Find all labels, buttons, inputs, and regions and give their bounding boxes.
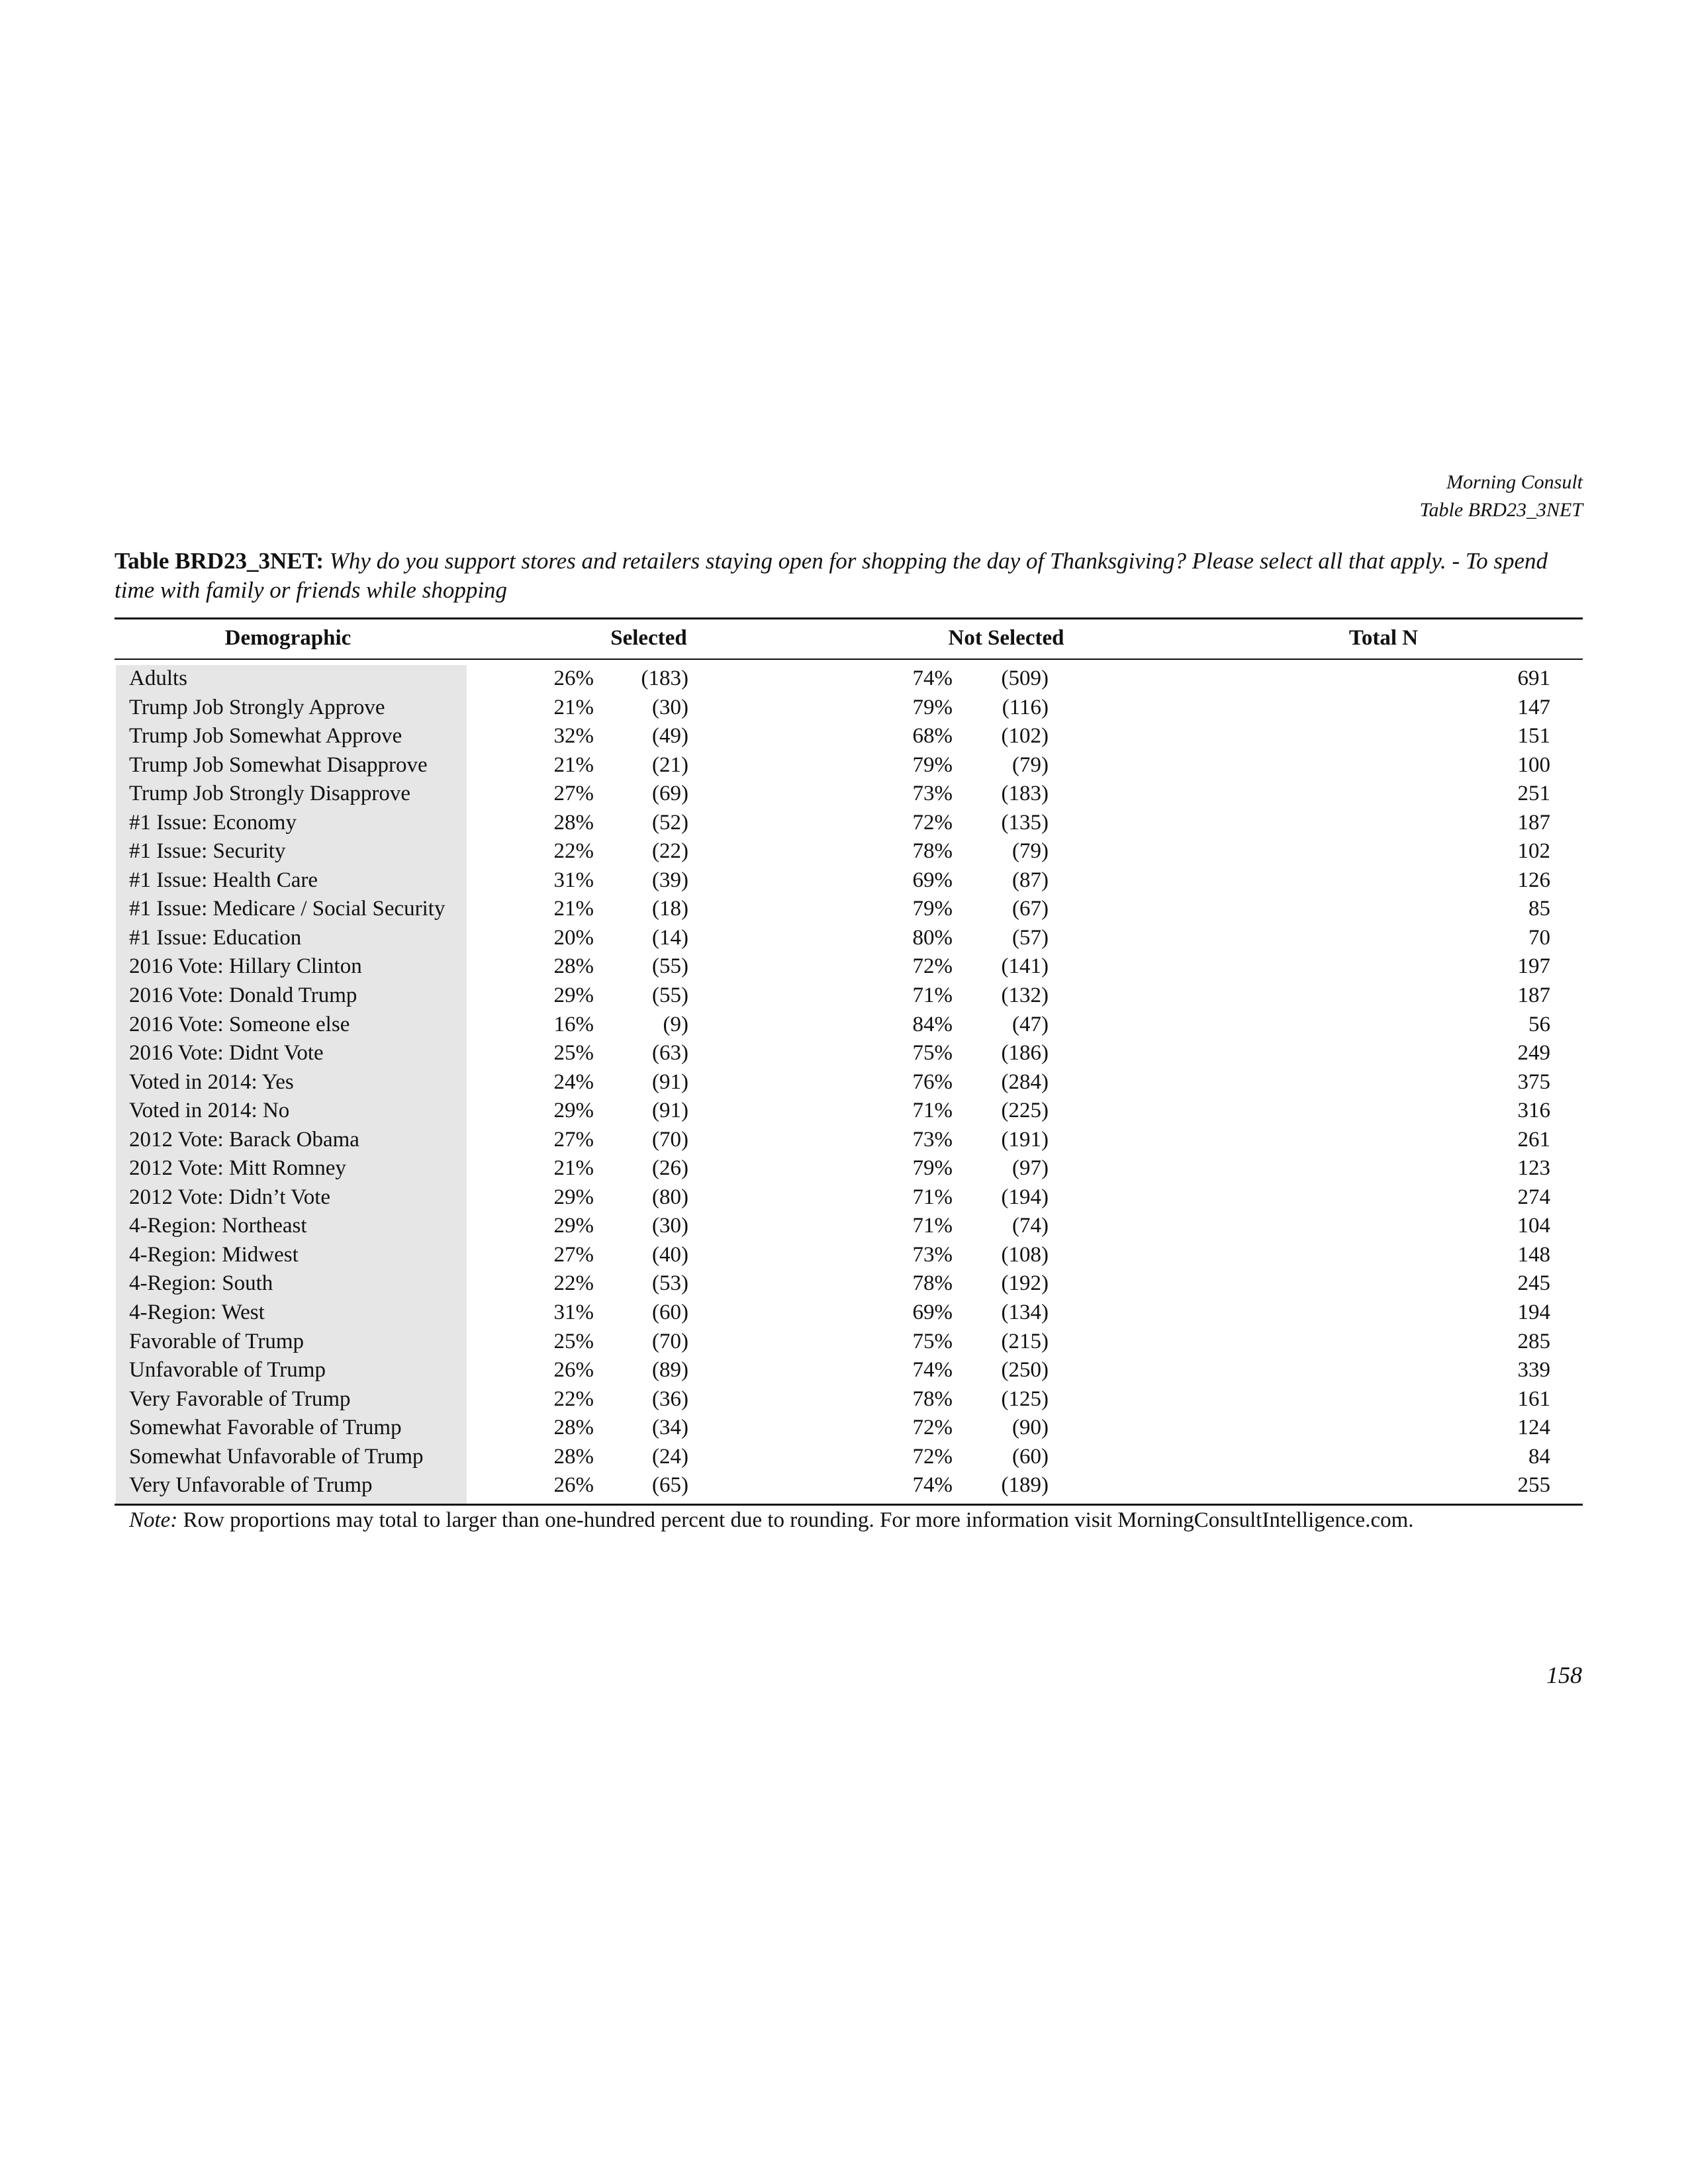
not-selected-percent: 79% — [912, 1156, 953, 1181]
total-n: 245 — [1517, 1271, 1550, 1296]
selected-percent: 24% — [553, 1069, 594, 1094]
total-n: 197 — [1517, 954, 1550, 979]
selected-count: (89) — [652, 1358, 688, 1383]
total-n: 148 — [1517, 1242, 1550, 1267]
selected-percent: 21% — [553, 752, 594, 777]
selected-count: (80) — [652, 1185, 688, 1209]
total-n: 85 — [1528, 897, 1550, 921]
selected-count: (69) — [652, 782, 688, 806]
col-header-demographic: Demographic — [224, 626, 352, 650]
row-label: Voted in 2014: No — [129, 1099, 290, 1123]
total-n: 70 — [1528, 925, 1550, 950]
selected-percent: 20% — [553, 925, 594, 950]
selected-count: (52) — [652, 810, 688, 835]
caption-text: Why do you support stores and retailers staying open for shopping the day of Thanksgiving? Please select all that apply. - To spend time with family or friends while shopping — [115, 548, 1548, 603]
caption-label: Table BRD23_3NET: — [115, 548, 324, 574]
not-selected-count: (97) — [1012, 1156, 1049, 1181]
selected-count: (9) — [663, 1012, 688, 1036]
total-n: 104 — [1517, 1214, 1550, 1238]
not-selected-percent: 79% — [912, 897, 953, 921]
selected-percent: 26% — [553, 666, 594, 690]
not-selected-percent: 74% — [912, 1473, 953, 1498]
selected-count: (55) — [652, 954, 688, 979]
not-selected-count: (47) — [1012, 1012, 1049, 1036]
row-label: 2016 Vote: Donald Trump — [129, 983, 357, 1008]
not-selected-percent: 71% — [912, 1099, 953, 1123]
not-selected-count: (183) — [1001, 782, 1049, 806]
table-row — [0, 981, 1688, 1011]
not-selected-count: (509) — [1001, 666, 1049, 690]
not-selected-percent: 74% — [912, 666, 953, 690]
not-selected-count: (250) — [1001, 1358, 1049, 1383]
row-label: 2012 Vote: Barack Obama — [129, 1127, 359, 1152]
not-selected-percent: 72% — [912, 954, 953, 979]
table-row — [0, 780, 1688, 809]
row-label: #1 Issue: Medicare / Social Security — [129, 897, 445, 921]
total-n: 147 — [1517, 695, 1550, 719]
selected-count: (24) — [652, 1444, 688, 1469]
table-row — [0, 1183, 1688, 1212]
total-n: 56 — [1528, 1012, 1550, 1036]
row-label: Trump Job Somewhat Disapprove — [129, 752, 428, 777]
total-n: 161 — [1517, 1387, 1550, 1411]
row-label: #1 Issue: Health Care — [129, 868, 318, 892]
not-selected-count: (74) — [1012, 1214, 1049, 1238]
not-selected-percent: 73% — [912, 1127, 953, 1152]
selected-percent: 26% — [553, 1358, 594, 1383]
selected-percent: 26% — [553, 1473, 594, 1498]
row-label: 2016 Vote: Didnt Vote — [129, 1041, 324, 1066]
not-selected-count: (191) — [1001, 1127, 1049, 1152]
selected-count: (70) — [652, 1127, 688, 1152]
selected-count: (34) — [652, 1416, 688, 1440]
selected-count: (53) — [652, 1271, 688, 1296]
not-selected-percent: 71% — [912, 1214, 953, 1238]
not-selected-count: (108) — [1001, 1242, 1049, 1267]
total-n: 249 — [1517, 1041, 1550, 1066]
not-selected-count: (225) — [1001, 1099, 1049, 1123]
selected-percent: 21% — [553, 1156, 594, 1181]
selected-percent: 29% — [553, 983, 594, 1008]
not-selected-count: (125) — [1001, 1387, 1049, 1411]
not-selected-count: (132) — [1001, 983, 1049, 1008]
not-selected-percent: 78% — [912, 1387, 953, 1411]
selected-percent: 28% — [553, 954, 594, 979]
not-selected-count: (79) — [1012, 752, 1049, 777]
note-label: Note: — [129, 1508, 178, 1532]
page-number: 158 — [1546, 1662, 1582, 1688]
table-row — [0, 1097, 1688, 1126]
not-selected-count: (67) — [1012, 897, 1049, 921]
total-n: 84 — [1528, 1444, 1550, 1469]
table-row — [0, 1356, 1688, 1385]
selected-count: (91) — [652, 1069, 688, 1094]
total-n: 274 — [1517, 1185, 1550, 1209]
selected-percent: 29% — [553, 1099, 594, 1123]
row-label: Very Favorable of Trump — [129, 1387, 351, 1411]
selected-count: (65) — [652, 1473, 688, 1498]
not-selected-percent: 72% — [912, 810, 953, 835]
selected-count: (40) — [652, 1242, 688, 1267]
not-selected-count: (141) — [1001, 954, 1049, 979]
selected-count: (14) — [652, 925, 688, 950]
total-n: 285 — [1517, 1329, 1550, 1353]
row-label: Very Unfavorable of Trump — [129, 1473, 373, 1498]
selected-percent: 25% — [553, 1041, 594, 1066]
table-row — [0, 1126, 1688, 1155]
not-selected-percent: 78% — [912, 839, 953, 864]
not-selected-percent: 72% — [912, 1444, 953, 1469]
table-row — [0, 895, 1688, 924]
total-n: 100 — [1517, 752, 1550, 777]
not-selected-count: (57) — [1012, 925, 1049, 950]
not-selected-count: (79) — [1012, 839, 1049, 864]
row-label: 4-Region: Northeast — [129, 1214, 307, 1238]
row-label: 4-Region: South — [129, 1271, 273, 1296]
selected-percent: 29% — [553, 1185, 594, 1209]
selected-percent: 22% — [553, 1387, 594, 1411]
not-selected-count: (87) — [1012, 868, 1049, 892]
selected-percent: 31% — [553, 1300, 594, 1325]
table-row — [0, 1011, 1688, 1040]
row-label: 2016 Vote: Hillary Clinton — [129, 954, 362, 979]
not-selected-count: (189) — [1001, 1473, 1049, 1498]
not-selected-percent: 68% — [912, 724, 953, 749]
not-selected-percent: 84% — [912, 1012, 953, 1036]
row-label: Somewhat Favorable of Trump — [129, 1416, 402, 1440]
selected-percent: 32% — [553, 724, 594, 749]
total-n: 124 — [1517, 1416, 1550, 1440]
table-row — [0, 1068, 1688, 1097]
selected-count: (60) — [652, 1300, 688, 1325]
not-selected-percent: 69% — [912, 868, 953, 892]
selected-count: (22) — [652, 839, 688, 864]
selected-count: (21) — [652, 752, 688, 777]
not-selected-percent: 75% — [912, 1329, 953, 1353]
not-selected-percent: 73% — [912, 1242, 953, 1267]
table-row — [0, 1212, 1688, 1241]
total-n: 375 — [1517, 1069, 1550, 1094]
not-selected-count: (90) — [1012, 1416, 1049, 1440]
row-label: Adults — [129, 666, 188, 690]
not-selected-percent: 69% — [912, 1300, 953, 1325]
table-row — [0, 866, 1688, 895]
not-selected-count: (60) — [1012, 1444, 1049, 1469]
not-selected-count: (186) — [1001, 1041, 1049, 1066]
table-row — [0, 924, 1688, 953]
table-row — [0, 751, 1688, 780]
total-n: 255 — [1517, 1473, 1550, 1498]
table-note — [129, 1506, 1414, 1535]
selected-count: (26) — [652, 1156, 688, 1181]
header-table-id: Table BRD23_3NET — [1419, 499, 1583, 521]
not-selected-count: (134) — [1001, 1300, 1049, 1325]
total-n: 187 — [1517, 810, 1550, 835]
total-n: 251 — [1517, 782, 1550, 806]
row-label: #1 Issue: Security — [129, 839, 286, 864]
table-row — [0, 1385, 1688, 1414]
table-row — [0, 694, 1688, 723]
col-header-not-selected: Not Selected — [948, 626, 1064, 650]
not-selected-count: (102) — [1001, 724, 1049, 749]
row-label: 2016 Vote: Someone else — [129, 1012, 350, 1036]
total-n: 316 — [1517, 1099, 1550, 1123]
header-org: Morning Consult — [1446, 471, 1583, 493]
not-selected-percent: 80% — [912, 925, 953, 950]
table-top-rule — [115, 617, 1583, 619]
col-header-selected: Selected — [610, 626, 687, 650]
selected-percent: 25% — [553, 1329, 594, 1353]
row-label: #1 Issue: Economy — [129, 810, 297, 835]
table-row — [0, 1328, 1688, 1357]
table-row — [0, 1414, 1688, 1443]
selected-count: (70) — [652, 1329, 688, 1353]
not-selected-count: (116) — [1002, 695, 1049, 719]
not-selected-percent: 73% — [912, 782, 953, 806]
row-label: Somewhat Unfavorable of Trump — [129, 1444, 424, 1469]
selected-count: (91) — [652, 1099, 688, 1123]
not-selected-percent: 71% — [912, 983, 953, 1008]
selected-count: (30) — [652, 695, 688, 719]
row-label: 4-Region: Midwest — [129, 1242, 299, 1267]
table-row — [0, 1039, 1688, 1068]
row-label: Trump Job Somewhat Approve — [129, 724, 402, 749]
selected-count: (18) — [652, 897, 688, 921]
selected-count: (49) — [652, 724, 688, 749]
table-caption — [115, 547, 1583, 605]
selected-count: (36) — [652, 1387, 688, 1411]
not-selected-percent: 72% — [912, 1416, 953, 1440]
selected-count: (183) — [641, 666, 688, 690]
total-n: 339 — [1517, 1358, 1550, 1383]
total-n: 261 — [1517, 1127, 1550, 1152]
row-label: 2012 Vote: Didn’t Vote — [129, 1185, 331, 1209]
row-label: #1 Issue: Education — [129, 925, 302, 950]
selected-percent: 22% — [553, 1271, 594, 1296]
note-text: Row proportions may total to larger than one-hundred percent due to rounding. For more information visit MorningConsultIntelligence.com. — [183, 1508, 1414, 1532]
total-n: 187 — [1517, 983, 1550, 1008]
not-selected-percent: 71% — [912, 1185, 953, 1209]
selected-percent: 21% — [553, 695, 594, 719]
selected-percent: 21% — [553, 897, 594, 921]
table-row — [0, 1443, 1688, 1472]
not-selected-count: (135) — [1001, 810, 1049, 835]
table-row — [0, 837, 1688, 866]
table-row — [0, 664, 1688, 694]
selected-percent: 28% — [553, 1416, 594, 1440]
selected-percent: 31% — [553, 868, 594, 892]
selected-percent: 28% — [553, 1444, 594, 1469]
selected-count: (39) — [652, 868, 688, 892]
table-row — [0, 1471, 1688, 1500]
col-header-total: Total N — [1348, 626, 1419, 650]
table-row — [0, 1241, 1688, 1270]
row-label: Trump Job Strongly Approve — [129, 695, 385, 719]
not-selected-percent: 74% — [912, 1358, 953, 1383]
table-row — [0, 722, 1688, 751]
selected-count: (30) — [652, 1214, 688, 1238]
not-selected-percent: 76% — [912, 1069, 953, 1094]
selected-percent: 22% — [553, 839, 594, 864]
not-selected-count: (215) — [1001, 1329, 1049, 1353]
row-label: Unfavorable of Trump — [129, 1358, 326, 1383]
not-selected-count: (194) — [1001, 1185, 1049, 1209]
table-row — [0, 1298, 1688, 1328]
selected-percent: 29% — [553, 1214, 594, 1238]
row-label: Trump Job Strongly Disapprove — [129, 782, 411, 806]
row-label: Favorable of Trump — [129, 1329, 304, 1353]
total-n: 151 — [1517, 724, 1550, 749]
header-rule — [115, 659, 1583, 660]
row-label: Voted in 2014: Yes — [129, 1069, 294, 1094]
not-selected-percent: 78% — [912, 1271, 953, 1296]
selected-percent: 27% — [553, 1127, 594, 1152]
not-selected-count: (192) — [1001, 1271, 1049, 1296]
table-row — [0, 1154, 1688, 1183]
table-body — [0, 664, 1688, 1500]
not-selected-count: (284) — [1001, 1069, 1049, 1094]
total-n: 126 — [1517, 868, 1550, 892]
selected-count: (55) — [652, 983, 688, 1008]
selected-percent: 27% — [553, 1242, 594, 1267]
selected-percent: 28% — [553, 810, 594, 835]
table-row — [0, 1269, 1688, 1298]
page-header — [1420, 469, 1583, 524]
row-label: 4-Region: West — [129, 1300, 265, 1325]
total-n: 691 — [1517, 666, 1550, 690]
selected-count: (63) — [652, 1041, 688, 1066]
not-selected-percent: 79% — [912, 695, 953, 719]
not-selected-percent: 79% — [912, 752, 953, 777]
total-n: 123 — [1517, 1156, 1550, 1181]
not-selected-percent: 75% — [912, 1041, 953, 1066]
total-n: 102 — [1517, 839, 1550, 864]
table-row — [0, 809, 1688, 838]
total-n: 194 — [1517, 1300, 1550, 1325]
selected-percent: 16% — [553, 1012, 594, 1036]
row-label: 2012 Vote: Mitt Romney — [129, 1156, 346, 1181]
table-row — [0, 952, 1688, 981]
selected-percent: 27% — [553, 782, 594, 806]
